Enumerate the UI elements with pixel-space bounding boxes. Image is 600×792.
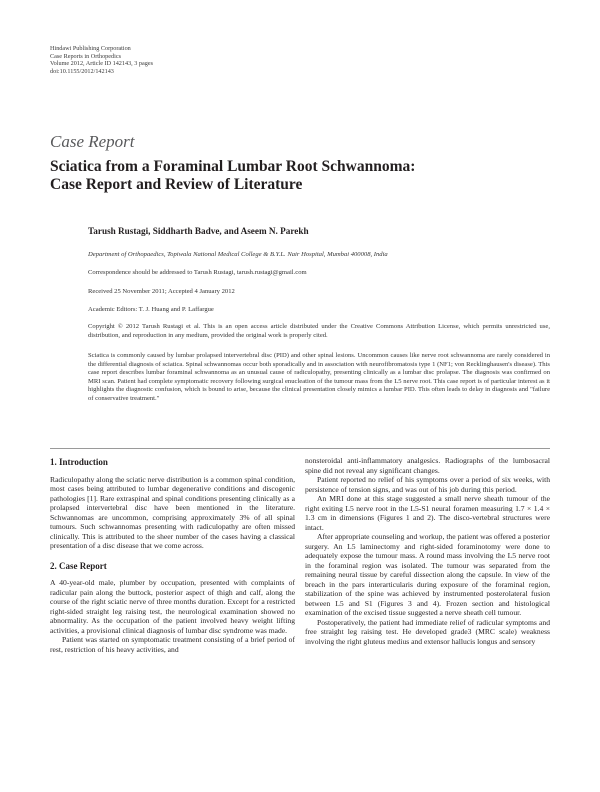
volume-info: Volume 2012, Article ID 142143, 3 pages (50, 60, 153, 68)
doi[interactable]: doi:10.1155/2012/142143 (50, 67, 114, 75)
right-paragraph-4: After appropriate counseling and workup, the patient was offered a posterior surgery. An L5 laminectomy and right-sided foraminotomy were done to adequately expose the tumour mass. A round mass involving the L5 nerve root in the foraminal region was isolated. The tumour was separated from the remaining neural tissue by careful dissection along the capsule. In view of the breach in the pars interarticularis during exposure of the foraminal region, stabilization of the spine was achieved by instrumented posterolateral fusion between L5 and S1 (Figures 3 and 4). Frozen section and histological examination of the excised tissue suggested a nerve sheath cell tumour. (305, 532, 550, 617)
copyright-notice: Copyright © 2012 Tarush Rustagi et al. This is an open access article distributed under the Creative Commons Attribution License, which permits unrestricted use, distribution, and reproduction in any medium, provided the original work is properly cited. (88, 323, 550, 339)
journal-header (50, 45, 153, 75)
introduction-paragraph: Radiculopathy along the sciatic nerve distribution is a common spinal condition, most cases being attributed to lumbar degenerative conditions and discogenic pathologies [1]. Rare extraspinal and spinal conditions presenting clinically as a prolapsed intervertebral disc have been mentioned in the literature. Schwannomas are uncommon, comprising approximately 3% of all spinal tumours. Such schwannomas presenting with radiculopathy are often missed clinically. This is attributed to the sheer number of the cases having a classical presentation of a disc disease that we come across. (50, 474, 295, 550)
article-title (50, 158, 570, 194)
abstract: Sciatica is commonly caused by lumbar prolapsed intervertebral disc (PID) and other spinal lesions. Uncommon causes like nerve root schwannoma are rarely considered in the differential diagnosis of sciatica. Spinal schwannomas occur both sporadically and in association with neurofibromatosis type 1 (NF1; von Recklinghausen's disease). This case report describes lumbar foraminal schwannoma as an unusual cause of radiculopathy, presenting clinically as a lumbar disc prolapse. The diagnosis was confirmed on MRI scan. Patient had complete symptomatic recovery following surgical enucleation of the tumour mass from the L5 nerve root. This case report is of particular interest as it highlights the diagnostic confusion, which is bound to arise, because the clinical presentation closely mimics a lumbar PID. This often leads to delay in diagnosis and "failure of conservative treatment." (88, 352, 550, 402)
case-paragraph-1: A 40-year-old male, plumber by occupation, presented with complaints of radicular pain along the buttock, posterior aspect of thigh and calf, along the course of the right sciatic nerve of three months duration. Except for a restricted right-sided straight leg raising test, the neurological examination showed no abnormality. As the occupation of the patient involved heavy weight lifting activities, a provisional clinical diagnosis of lumbar disc syndrome was made. (50, 578, 295, 635)
right-paragraph-3: An MRI done at this stage suggested a small nerve sheath tumour of the right exiting L5 nerve root in the L5-S1 neural foramen measuring 1.7 × 1.4 × 1.3 cm in dimensions (Figures 1 and 2). The disco-vertebral structures were intact. (305, 494, 550, 532)
abstract-divider (50, 448, 550, 449)
title-line-2: Case Report and Review of Literature (50, 176, 303, 193)
right-paragraph-1: nonsteroidal anti-inflammatory analgesics. Radiographs of the lumbosacral spine did not reveal any significant changes. (305, 456, 550, 475)
academic-editors: Academic Editors: T. J. Huang and P. Laffargue (88, 306, 214, 313)
received-accepted-dates: Received 25 November 2011; Accepted 4 January 2012 (88, 288, 235, 295)
publisher-name: Hindawi Publishing Corporation (50, 45, 131, 52)
correspondence[interactable]: Correspondence should be addressed to Tarush Rustagi, tarush.rustagi@gmail.com (88, 269, 307, 276)
case-report-heading: 2. Case Report (50, 560, 107, 571)
right-column (305, 456, 550, 646)
right-paragraph-5: Postoperatively, the patient had immediate relief of radicular symptoms and free straight leg raising test. He developed grade3 (MRC scale) weakness involving the right gluteus medius and extensor hallucis longus and sensory (305, 617, 550, 646)
case-paragraph-2: Patient was started on symptomatic treatment consisting of a brief period of rest, restriction of his heavy activities, and (50, 635, 295, 654)
title-line-1: Sciatica from a Foraminal Lumbar Root Schwannoma: (50, 158, 416, 175)
left-column (50, 456, 295, 654)
author-list: Tarush Rustagi, Siddharth Badve, and Aseem N. Parekh (88, 226, 309, 236)
article-type: Case Report (50, 132, 135, 151)
introduction-heading: 1. Introduction (50, 457, 108, 467)
affiliation: Department of Orthopaedics, Topiwala National Medical College & B.Y.L. Nair Hospital, Mumbai 400008, India (88, 251, 388, 258)
journal-name: Case Reports in Orthopedics (50, 52, 121, 60)
right-paragraph-2: Patient reported no relief of his symptoms over a period of six weeks, with persistence of tension signs, and was out of his job during this period. (305, 475, 550, 494)
